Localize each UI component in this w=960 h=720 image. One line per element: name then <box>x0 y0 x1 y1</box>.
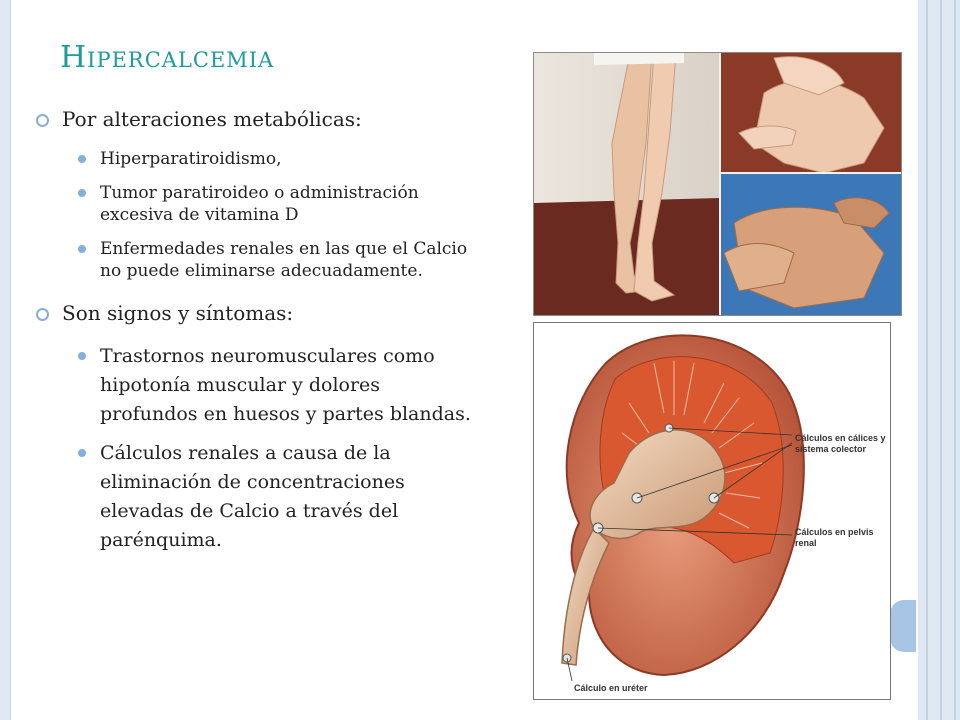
dot-bullet-icon <box>78 189 86 197</box>
label-ureter: Cálculo en uréter <box>574 683 648 693</box>
dot-bullet-icon <box>78 352 86 360</box>
dot-bullet-icon <box>78 449 86 457</box>
kidney-diagram <box>533 322 891 700</box>
border-stripe <box>926 0 928 720</box>
ring-bullet-icon <box>36 308 49 321</box>
border-stripe <box>940 0 942 720</box>
list-item-text: Cálculos renales a causa de la eliminación de concentraciones elevadas de Calcio a través del parénquima. <box>100 442 405 551</box>
symptoms-photo <box>533 52 902 316</box>
slide-left-border <box>0 0 11 720</box>
border-stripe <box>954 0 956 720</box>
decorative-tab <box>890 600 916 652</box>
list-item <box>28 439 474 555</box>
list-item <box>28 182 474 226</box>
ring-bullet-icon <box>36 114 49 127</box>
section-heading <box>28 300 474 326</box>
slide-title: Hipercalcemia <box>60 40 275 75</box>
label-pelvis: Cálculos en pelvis renal <box>795 527 874 548</box>
label-calices: Cálculos en cálices y sistema colector <box>795 433 886 454</box>
list-item-text: Hiperparatiroidismo, <box>100 149 282 169</box>
dot-bullet-icon <box>78 155 86 163</box>
section-heading <box>28 106 474 132</box>
list-item <box>28 238 474 282</box>
list-item-text: Trastornos neuromusculares como hipotonía muscular y dolores profundos en huesos y partes blandas. <box>100 345 471 425</box>
section-heading-text: Son signos y síntomas: <box>62 301 294 325</box>
list-item <box>28 148 474 170</box>
section-heading-text: Por alteraciones metabólicas: <box>62 107 362 131</box>
slide-right-border <box>918 0 960 720</box>
list-item-text: Enfermedades renales en las que el Calcio no puede eliminarse adecuadamente. <box>100 239 468 281</box>
slide-body <box>28 106 474 565</box>
kidney-illustration <box>534 323 890 699</box>
dot-bullet-icon <box>78 245 86 253</box>
list-item <box>28 342 474 429</box>
symptoms-photo-illustration <box>534 53 901 315</box>
list-item-text: Tumor paratiroideo o administración excesiva de vitamina D <box>100 183 419 225</box>
